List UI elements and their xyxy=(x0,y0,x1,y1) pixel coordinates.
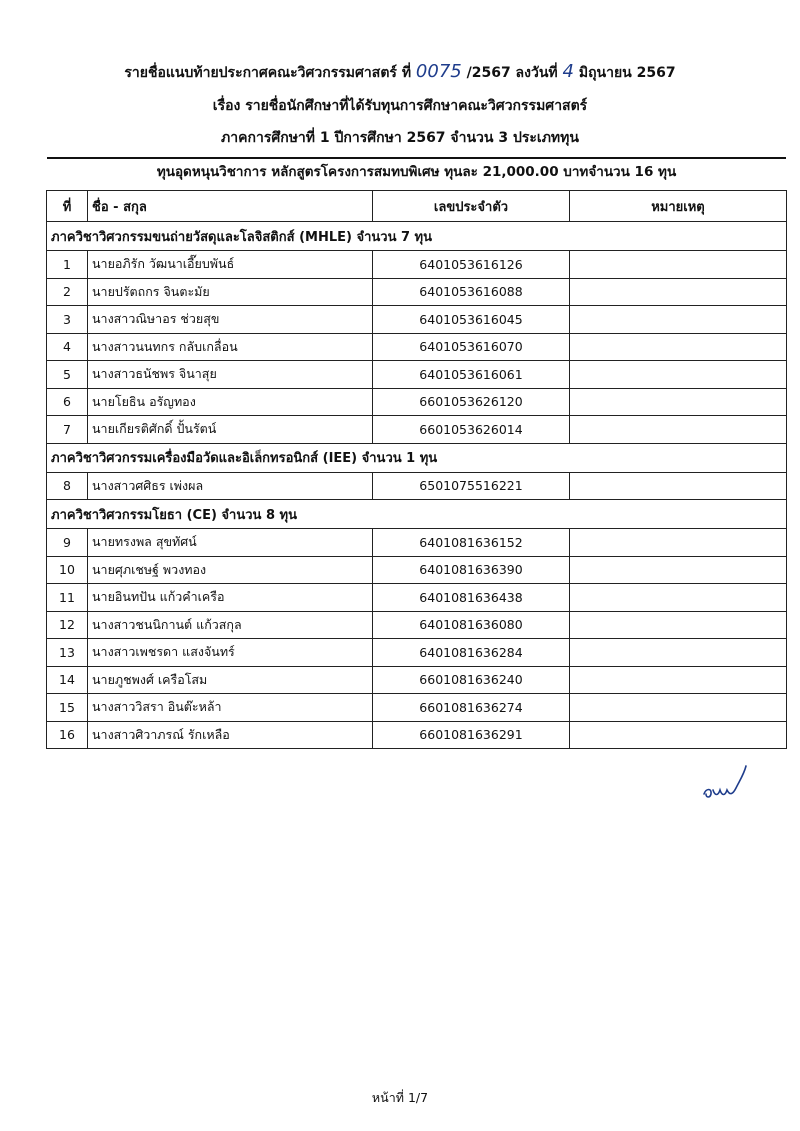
cell-name: นางสาวณิษาอร ช่วยสุข xyxy=(88,306,373,334)
cell-no: 6 xyxy=(47,388,88,416)
header-line-1-mid: /2567 ลงวันที่ xyxy=(466,65,558,81)
cell-no: 5 xyxy=(47,361,88,389)
cell-student-id: 6401053616126 xyxy=(373,251,570,279)
table-row xyxy=(47,639,787,667)
cell-student-id: 6401053616045 xyxy=(373,306,570,334)
cell-no: 2 xyxy=(47,278,88,306)
table-row xyxy=(47,416,787,444)
department-row xyxy=(47,443,787,472)
cell-no: 16 xyxy=(47,721,88,749)
cell-no: 1 xyxy=(47,251,88,279)
cell-remark xyxy=(570,306,787,334)
cell-remark xyxy=(570,721,787,749)
cell-remark xyxy=(570,388,787,416)
cell-name: นายภูชพงศ์ เครือโสม xyxy=(88,666,373,694)
cell-student-id: 6401053616088 xyxy=(373,278,570,306)
cell-name: นายปรัตถกร จินตะมัย xyxy=(88,278,373,306)
department-title: ภาควิชาวิศวกรรมเครื่องมือวัดและอิเล็กทรอนิกส์ (IEE) จำนวน 1 ทุน xyxy=(47,443,787,472)
cell-name: นายอินทปัน แก้วคำเครือ xyxy=(88,584,373,612)
table-row xyxy=(47,611,787,639)
col-id-header: เลขประจำตัว xyxy=(373,191,570,222)
header-line-1-prefix: รายชื่อแนบท้ายประกาศคณะวิศวกรรมศาสตร์ ที่ xyxy=(124,65,412,81)
table-row xyxy=(47,694,787,722)
department-row xyxy=(47,222,787,251)
cell-no: 12 xyxy=(47,611,88,639)
table-row xyxy=(47,278,787,306)
header-line-1-suffix: มิถุนายน 2567 xyxy=(578,65,676,81)
cell-student-id: 6401081636438 xyxy=(373,584,570,612)
cell-no: 4 xyxy=(47,333,88,361)
title-rule xyxy=(47,157,786,159)
cell-student-id: 6401081636390 xyxy=(373,556,570,584)
page-number: หน้าที่ 1/7 xyxy=(371,1090,429,1105)
table-row xyxy=(47,472,787,500)
announce-day: 4 xyxy=(562,61,574,82)
cell-remark xyxy=(570,584,787,612)
cell-no: 7 xyxy=(47,416,88,444)
cell-student-id: 6601053626120 xyxy=(373,388,570,416)
cell-name: นางสาวชนนิกานต์ แก้วสกุล xyxy=(88,611,373,639)
table-row xyxy=(47,584,787,612)
cell-student-id: 6601081636240 xyxy=(373,666,570,694)
cell-no: 14 xyxy=(47,666,88,694)
cell-student-id: 6601081636274 xyxy=(373,694,570,722)
cell-remark xyxy=(570,556,787,584)
scholarship-title: ทุนอุดหนุนวิชาการ หลักสูตรโครงการสมทบพิเศษ ทุนละ 21,000.00 บาทจำนวน 16 ทุน xyxy=(156,164,677,180)
cell-remark xyxy=(570,529,787,557)
table-row xyxy=(47,388,787,416)
table-row xyxy=(47,666,787,694)
col-name-header: ชื่อ - สกุล xyxy=(88,191,373,222)
header-line-1 xyxy=(0,62,800,83)
cell-remark xyxy=(570,416,787,444)
cell-name: นายเกียรติศักดิ์ ปั้นรัตน์ xyxy=(88,416,373,444)
cell-student-id: 6401053616061 xyxy=(373,361,570,389)
cell-name: นายทรงพล สุขทัศน์ xyxy=(88,529,373,557)
table-body xyxy=(47,222,787,749)
cell-no: 8 xyxy=(47,472,88,500)
department-row xyxy=(47,500,787,529)
cell-name: นายศุภเชษฐ์ พวงทอง xyxy=(88,556,373,584)
cell-student-id: 6501075516221 xyxy=(373,472,570,500)
cell-name: นางสาวเพชรดา แสงจันทร์ xyxy=(88,639,373,667)
cell-student-id: 6401053616070 xyxy=(373,333,570,361)
cell-student-id: 6601053626014 xyxy=(373,416,570,444)
cell-no: 3 xyxy=(47,306,88,334)
department-title: ภาควิชาวิศวกรรมโยธา (CE) จำนวน 8 ทุน xyxy=(47,500,787,529)
table-row xyxy=(47,361,787,389)
signature-initials xyxy=(700,760,770,810)
cell-remark xyxy=(570,639,787,667)
scholarship-table xyxy=(46,190,787,749)
announce-number: 0075 xyxy=(415,61,462,82)
cell-student-id: 6601081636291 xyxy=(373,721,570,749)
cell-name: นางสาวศิวาภรณ์ รักเหลือ xyxy=(88,721,373,749)
cell-name: นางสาวธนัชพร จินาสุย xyxy=(88,361,373,389)
cell-remark xyxy=(570,472,787,500)
table-row xyxy=(47,556,787,584)
cell-student-id: 6401081636152 xyxy=(373,529,570,557)
col-no-header: ที่ xyxy=(47,191,88,222)
table-row xyxy=(47,251,787,279)
department-title: ภาควิชาวิศวกรรมขนถ่ายวัสดุและโลจิสติกส์ (MHLE) จำนวน 7 ทุน xyxy=(47,222,787,251)
cell-no: 11 xyxy=(47,584,88,612)
cell-remark xyxy=(570,278,787,306)
cell-name: นางสาวศศิธร เพ่งผล xyxy=(88,472,373,500)
cell-student-id: 6401081636284 xyxy=(373,639,570,667)
cell-no: 13 xyxy=(47,639,88,667)
header-line-3: ภาคการศึกษาที่ 1 ปีการศึกษา 2567 จำนวน 3 ประเภททุน xyxy=(221,130,579,146)
cell-no: 15 xyxy=(47,694,88,722)
cell-name: นายโยธิน อรัญทอง xyxy=(88,388,373,416)
cell-name: นายอภิรัก วัฒนาเอี๊ยบพันธ์ xyxy=(88,251,373,279)
cell-no: 10 xyxy=(47,556,88,584)
table-row xyxy=(47,529,787,557)
cell-no: 9 xyxy=(47,529,88,557)
header-line-2: เรื่อง รายชื่อนักศึกษาที่ได้รับทุนการศึกษาคณะวิศวกรรมศาสตร์ xyxy=(212,98,588,114)
cell-name: นางสาวนนทกร กลับเกลื่อน xyxy=(88,333,373,361)
cell-remark xyxy=(570,694,787,722)
cell-remark xyxy=(570,611,787,639)
cell-remark xyxy=(570,333,787,361)
table-header-row xyxy=(47,191,787,222)
cell-remark xyxy=(570,361,787,389)
cell-remark xyxy=(570,251,787,279)
table-row xyxy=(47,721,787,749)
col-remark-header: หมายเหตุ xyxy=(570,191,787,222)
table-row xyxy=(47,333,787,361)
cell-student-id: 6401081636080 xyxy=(373,611,570,639)
cell-name: นางสาววิสรา อินต๊ะหล้า xyxy=(88,694,373,722)
table-row xyxy=(47,306,787,334)
cell-remark xyxy=(570,666,787,694)
